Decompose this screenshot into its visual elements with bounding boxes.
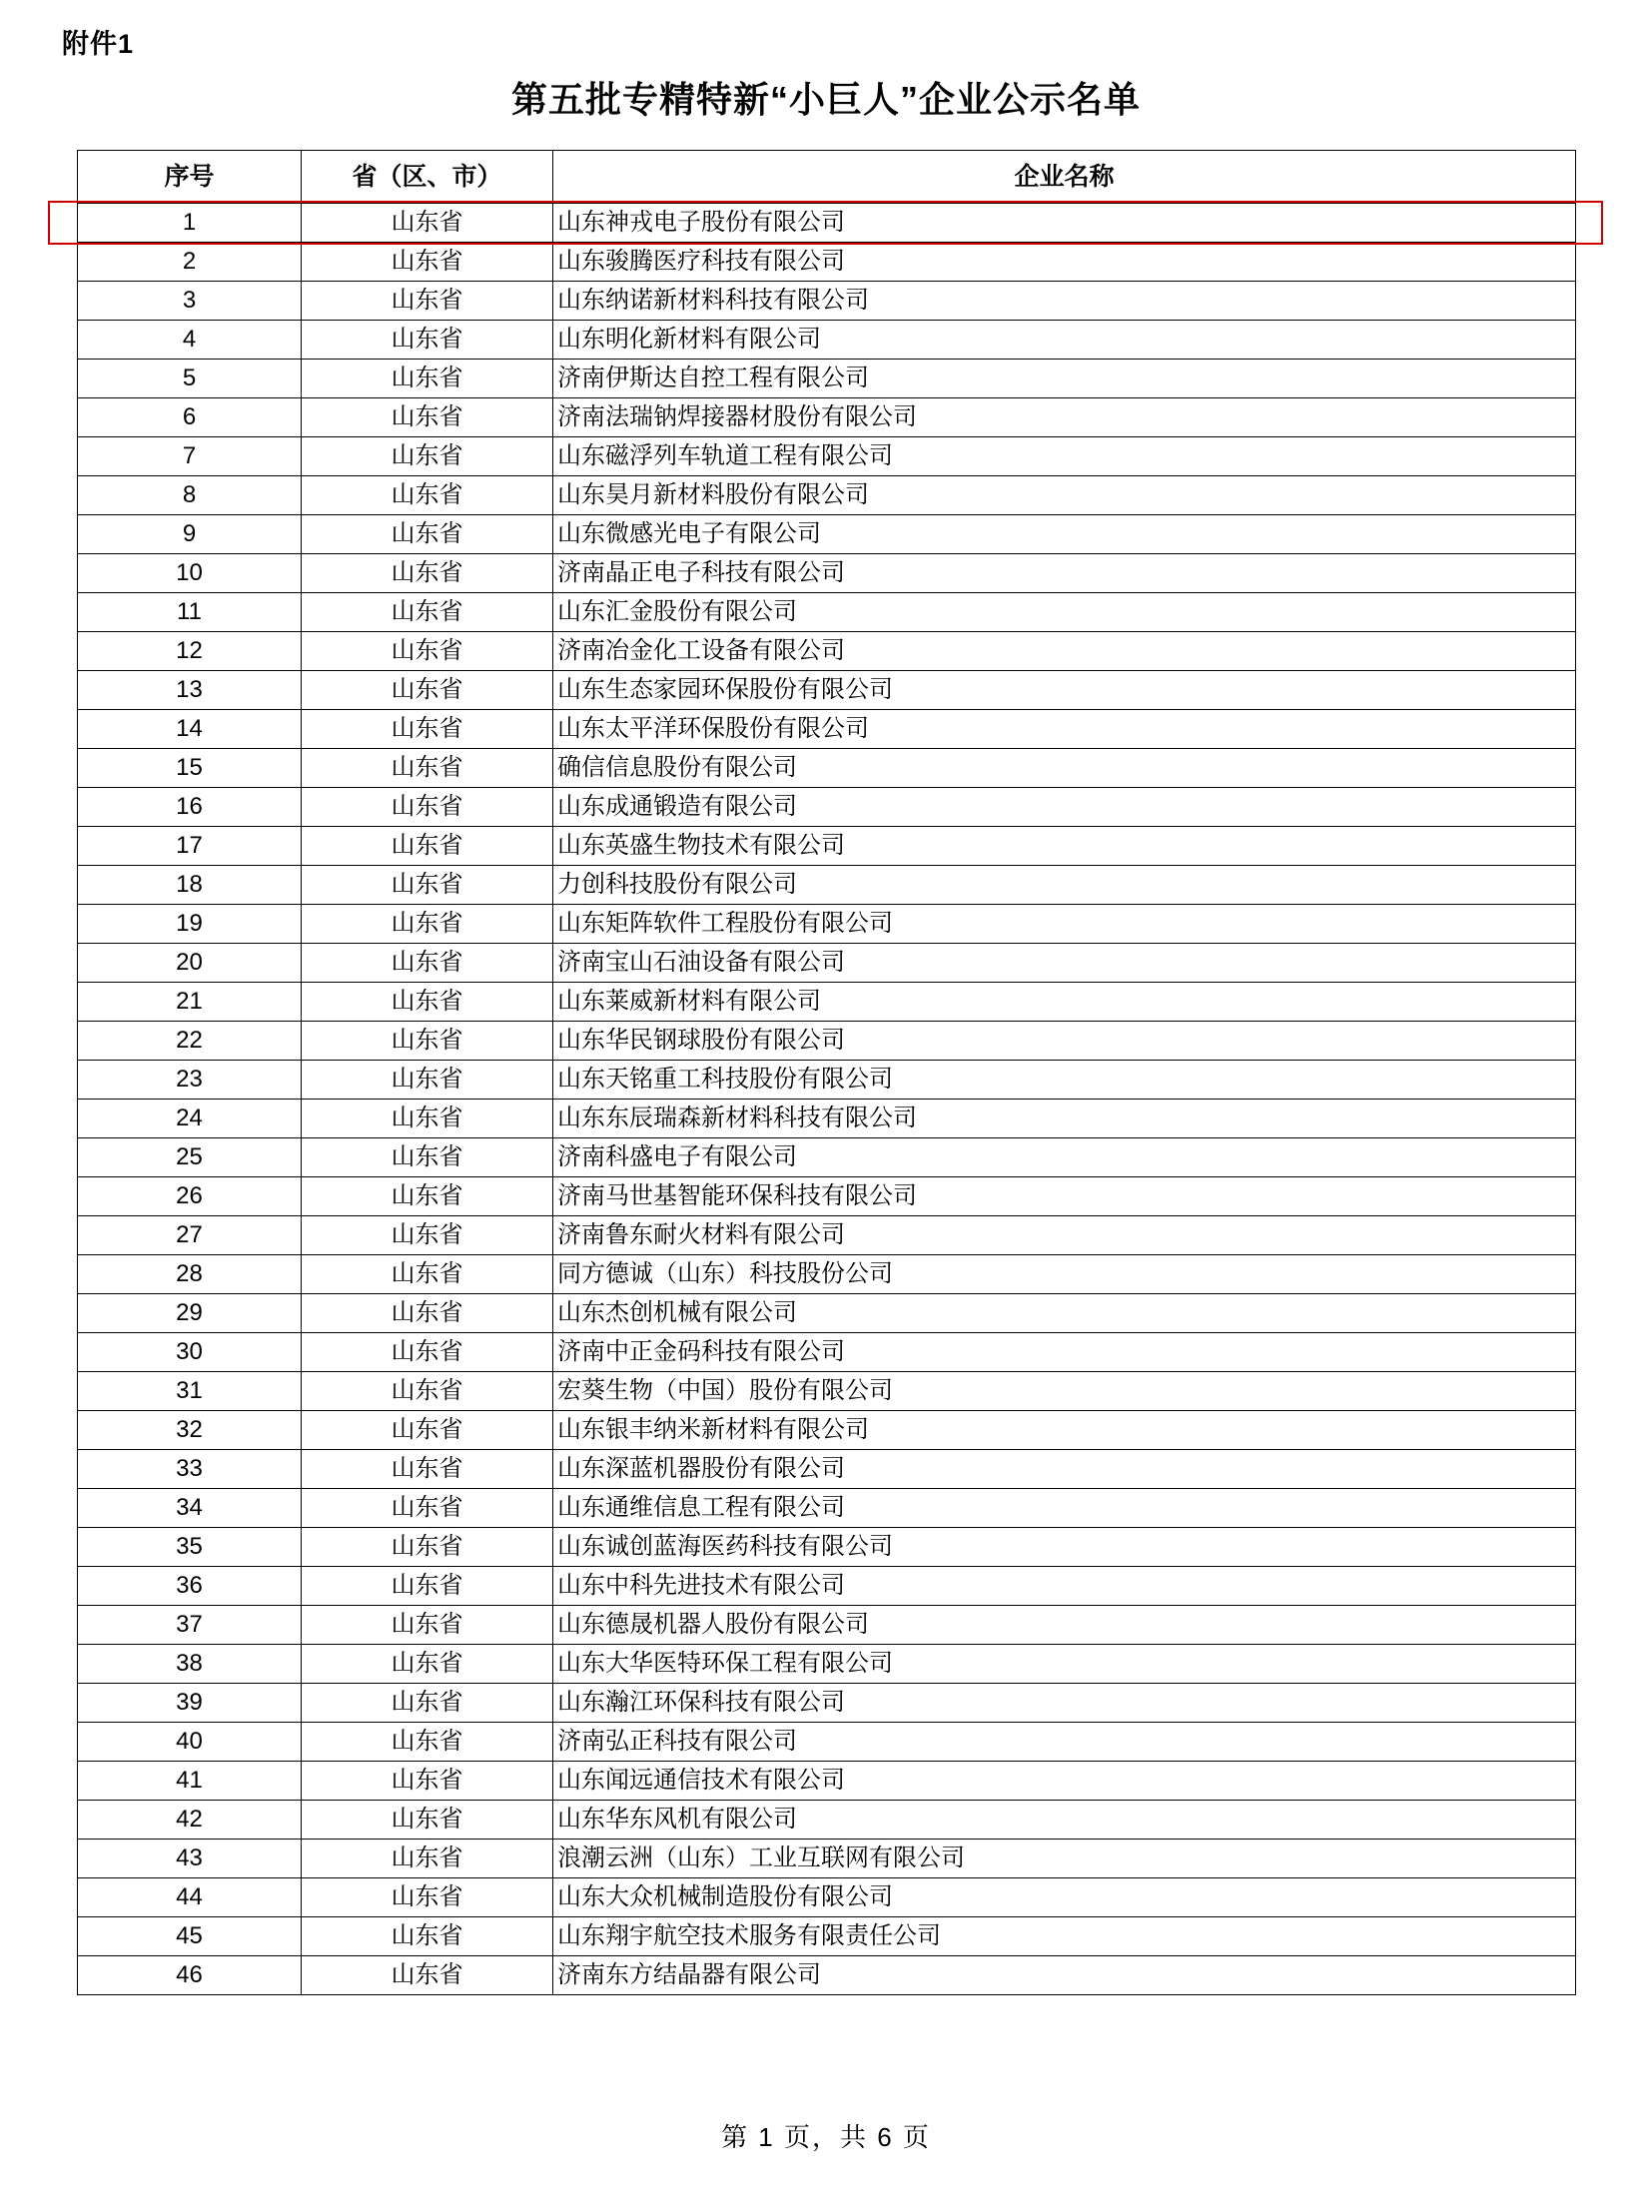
cell-province: 山东省 [302,710,553,749]
table-row [78,1684,1576,1723]
table-row [78,1956,1576,1995]
cell-index: 20 [78,944,302,983]
cell-province: 山东省 [302,398,553,437]
cell-province: 山东省 [302,1606,553,1645]
cell-company-name: 山东生态家园环保股份有限公司 [553,671,1576,710]
table-row [78,1801,1576,1840]
cell-province: 山东省 [302,983,553,1022]
cell-province: 山东省 [302,1801,553,1840]
cell-index: 14 [78,710,302,749]
cell-index: 11 [78,593,302,632]
cell-province: 山东省 [302,1762,553,1801]
cell-company-name: 济南晶正电子科技有限公司 [553,554,1576,593]
cell-company-name: 济南东方结晶器有限公司 [553,1956,1576,1995]
cell-province: 山东省 [302,1723,553,1762]
cell-province: 山东省 [302,321,553,360]
cell-index: 23 [78,1061,302,1100]
cell-province: 山东省 [302,1450,553,1489]
cell-province: 山东省 [302,671,553,710]
table-row [78,1723,1576,1762]
cell-index: 9 [78,515,302,554]
cell-index: 16 [78,788,302,827]
cell-province: 山东省 [302,1294,553,1333]
cell-company-name: 济南伊斯达自控工程有限公司 [553,360,1576,398]
cell-index: 1 [78,204,302,243]
table-row [78,905,1576,944]
cell-index: 31 [78,1372,302,1411]
cell-index: 19 [78,905,302,944]
table-header-row [78,151,1576,204]
cell-index: 44 [78,1878,302,1917]
cell-province: 山东省 [302,944,553,983]
cell-index: 28 [78,1255,302,1294]
cell-index: 12 [78,632,302,671]
page-footer: 第 1 页，共 6 页 [721,2122,931,2152]
cell-province: 山东省 [302,749,553,788]
cell-company-name: 山东神戎电子股份有限公司 [553,204,1576,243]
cell-company-name: 山东翔宇航空技术服务有限责任公司 [553,1917,1576,1956]
cell-company-name: 山东太平洋环保股份有限公司 [553,710,1576,749]
cell-province: 山东省 [302,866,553,905]
table-row [78,749,1576,788]
cell-index: 4 [78,321,302,360]
column-header-company-name: 企业名称 [553,151,1576,204]
cell-company-name: 力创科技股份有限公司 [553,866,1576,905]
cell-company-name: 济南科盛电子有限公司 [553,1138,1576,1177]
page-title: 第五批专精特新“小巨人”企业公示名单 [510,79,1141,120]
cell-index: 21 [78,983,302,1022]
cell-company-name: 山东华民钢球股份有限公司 [553,1022,1576,1061]
table-row [78,788,1576,827]
cell-company-name: 山东华东风机有限公司 [553,1801,1576,1840]
cell-index: 27 [78,1216,302,1255]
cell-company-name: 济南法瑞钠焊接器材股份有限公司 [553,398,1576,437]
table-row [78,476,1576,515]
table-row [78,398,1576,437]
cell-company-name: 山东纳诺新材料科技有限公司 [553,282,1576,321]
cell-index: 24 [78,1100,302,1138]
cell-index: 35 [78,1528,302,1567]
cell-province: 山东省 [302,1372,553,1411]
cell-index: 2 [78,243,302,282]
table-row [78,1022,1576,1061]
cell-province: 山东省 [302,1022,553,1061]
cell-company-name: 济南中正金码科技有限公司 [553,1333,1576,1372]
cell-index: 5 [78,360,302,398]
table-row [78,1216,1576,1255]
cell-province: 山东省 [302,1061,553,1100]
table-row [78,360,1576,398]
table-row [78,866,1576,905]
cell-province: 山东省 [302,905,553,944]
table-row [78,321,1576,360]
cell-index: 13 [78,671,302,710]
table-row [78,1255,1576,1294]
cell-province: 山东省 [302,515,553,554]
cell-province: 山东省 [302,632,553,671]
cell-company-name: 山东东辰瑞森新材料科技有限公司 [553,1100,1576,1138]
cell-index: 3 [78,282,302,321]
cell-index: 38 [78,1645,302,1684]
cell-index: 41 [78,1762,302,1801]
cell-index: 43 [78,1840,302,1878]
cell-province: 山东省 [302,593,553,632]
table-row [78,944,1576,983]
cell-province: 山东省 [302,1567,553,1606]
cell-company-name: 山东英盛生物技术有限公司 [553,827,1576,866]
cell-index: 32 [78,1411,302,1450]
cell-company-name: 山东诚创蓝海医药科技有限公司 [553,1528,1576,1567]
cell-company-name: 山东深蓝机器股份有限公司 [553,1450,1576,1489]
cell-company-name: 济南鲁东耐火材料有限公司 [553,1216,1576,1255]
table-row [78,1878,1576,1917]
cell-province: 山东省 [302,827,553,866]
cell-index: 29 [78,1294,302,1333]
cell-province: 山东省 [302,1917,553,1956]
table-row [78,1294,1576,1333]
cell-province: 山东省 [302,1878,553,1917]
cell-province: 山东省 [302,204,553,243]
table-body [78,204,1576,1995]
cell-index: 25 [78,1138,302,1177]
cell-company-name: 山东银丰纳米新材料有限公司 [553,1411,1576,1450]
cell-province: 山东省 [302,243,553,282]
cell-province: 山东省 [302,1489,553,1528]
table-row [78,671,1576,710]
cell-company-name: 山东汇金股份有限公司 [553,593,1576,632]
table-row [78,1411,1576,1450]
cell-index: 18 [78,866,302,905]
table-row [78,515,1576,554]
cell-index: 17 [78,827,302,866]
cell-company-name: 宏葵生物（中国）股份有限公司 [553,1372,1576,1411]
table-row [78,554,1576,593]
cell-company-name: 山东微感光电子有限公司 [553,515,1576,554]
cell-company-name: 山东昊月新材料股份有限公司 [553,476,1576,515]
cell-index: 42 [78,1801,302,1840]
cell-company-name: 山东磁浮列车轨道工程有限公司 [553,437,1576,476]
cell-company-name: 山东天铭重工科技股份有限公司 [553,1061,1576,1100]
table-row [78,282,1576,321]
table-row [78,1372,1576,1411]
table-row [78,1489,1576,1528]
table-row [78,1061,1576,1100]
cell-company-name: 济南宝山石油设备有限公司 [553,944,1576,983]
cell-company-name: 山东明化新材料有限公司 [553,321,1576,360]
cell-company-name: 山东大华医特环保工程有限公司 [553,1645,1576,1684]
cell-province: 山东省 [302,1255,553,1294]
cell-province: 山东省 [302,1177,553,1216]
table-row [78,827,1576,866]
cell-company-name: 浪潮云洲（山东）工业互联网有限公司 [553,1840,1576,1878]
cell-province: 山东省 [302,1528,553,1567]
cell-province: 山东省 [302,788,553,827]
table-row [78,1762,1576,1801]
cell-company-name: 山东通维信息工程有限公司 [553,1489,1576,1528]
cell-company-name: 山东莱威新材料有限公司 [553,983,1576,1022]
cell-index: 36 [78,1567,302,1606]
table-row [78,1177,1576,1216]
table-row [78,1645,1576,1684]
table-row [78,710,1576,749]
column-header-index: 序号 [78,151,302,204]
table-row [78,593,1576,632]
cell-company-name: 山东大众机械制造股份有限公司 [553,1878,1576,1917]
cell-company-name: 山东德晟机器人股份有限公司 [553,1606,1576,1645]
cell-province: 山东省 [302,1645,553,1684]
cell-index: 46 [78,1956,302,1995]
cell-company-name: 山东闻远通信技术有限公司 [553,1762,1576,1801]
cell-index: 10 [78,554,302,593]
cell-company-name: 确信信息股份有限公司 [553,749,1576,788]
table-row [78,1450,1576,1489]
cell-company-name: 济南马世基智能环保科技有限公司 [553,1177,1576,1216]
cell-province: 山东省 [302,360,553,398]
cell-province: 山东省 [302,1138,553,1177]
cell-index: 39 [78,1684,302,1723]
cell-province: 山东省 [302,1411,553,1450]
cell-index: 6 [78,398,302,437]
table-row [78,1917,1576,1956]
cell-index: 37 [78,1606,302,1645]
table-row [78,1528,1576,1567]
table-row [78,1333,1576,1372]
table-row [78,1567,1576,1606]
cell-index: 34 [78,1489,302,1528]
cell-province: 山东省 [302,437,553,476]
cell-index: 22 [78,1022,302,1061]
cell-index: 40 [78,1723,302,1762]
cell-province: 山东省 [302,554,553,593]
cell-company-name: 山东瀚江环保科技有限公司 [553,1684,1576,1723]
table-row [78,983,1576,1022]
table-row [78,243,1576,282]
cell-company-name: 山东骏腾医疗科技有限公司 [553,243,1576,282]
cell-province: 山东省 [302,1100,553,1138]
table-row [78,437,1576,476]
cell-province: 山东省 [302,476,553,515]
cell-province: 山东省 [302,282,553,321]
cell-province: 山东省 [302,1684,553,1723]
cell-company-name: 济南冶金化工设备有限公司 [553,632,1576,671]
cell-index: 30 [78,1333,302,1372]
cell-province: 山东省 [302,1840,553,1878]
table-row [78,1138,1576,1177]
cell-index: 33 [78,1450,302,1489]
table-row [78,1100,1576,1138]
cell-company-name: 同方德诚（山东）科技股份公司 [553,1255,1576,1294]
cell-company-name: 山东矩阵软件工程股份有限公司 [553,905,1576,944]
company-list-table [77,150,1576,1995]
cell-index: 7 [78,437,302,476]
cell-index: 45 [78,1917,302,1956]
cell-province: 山东省 [302,1216,553,1255]
table-row [78,1606,1576,1645]
cell-company-name: 济南弘正科技有限公司 [553,1723,1576,1762]
attachment-label: 附件1 [62,29,135,59]
table-row [78,1840,1576,1878]
table-row [78,632,1576,671]
cell-index: 15 [78,749,302,788]
cell-company-name: 山东中科先进技术有限公司 [553,1567,1576,1606]
table-row [78,204,1576,243]
column-header-province: 省（区、市） [302,151,553,204]
cell-company-name: 山东成通锻造有限公司 [553,788,1576,827]
cell-index: 26 [78,1177,302,1216]
cell-index: 8 [78,476,302,515]
cell-province: 山东省 [302,1333,553,1372]
table-header [78,151,1576,204]
cell-company-name: 山东杰创机械有限公司 [553,1294,1576,1333]
cell-province: 山东省 [302,1956,553,1995]
